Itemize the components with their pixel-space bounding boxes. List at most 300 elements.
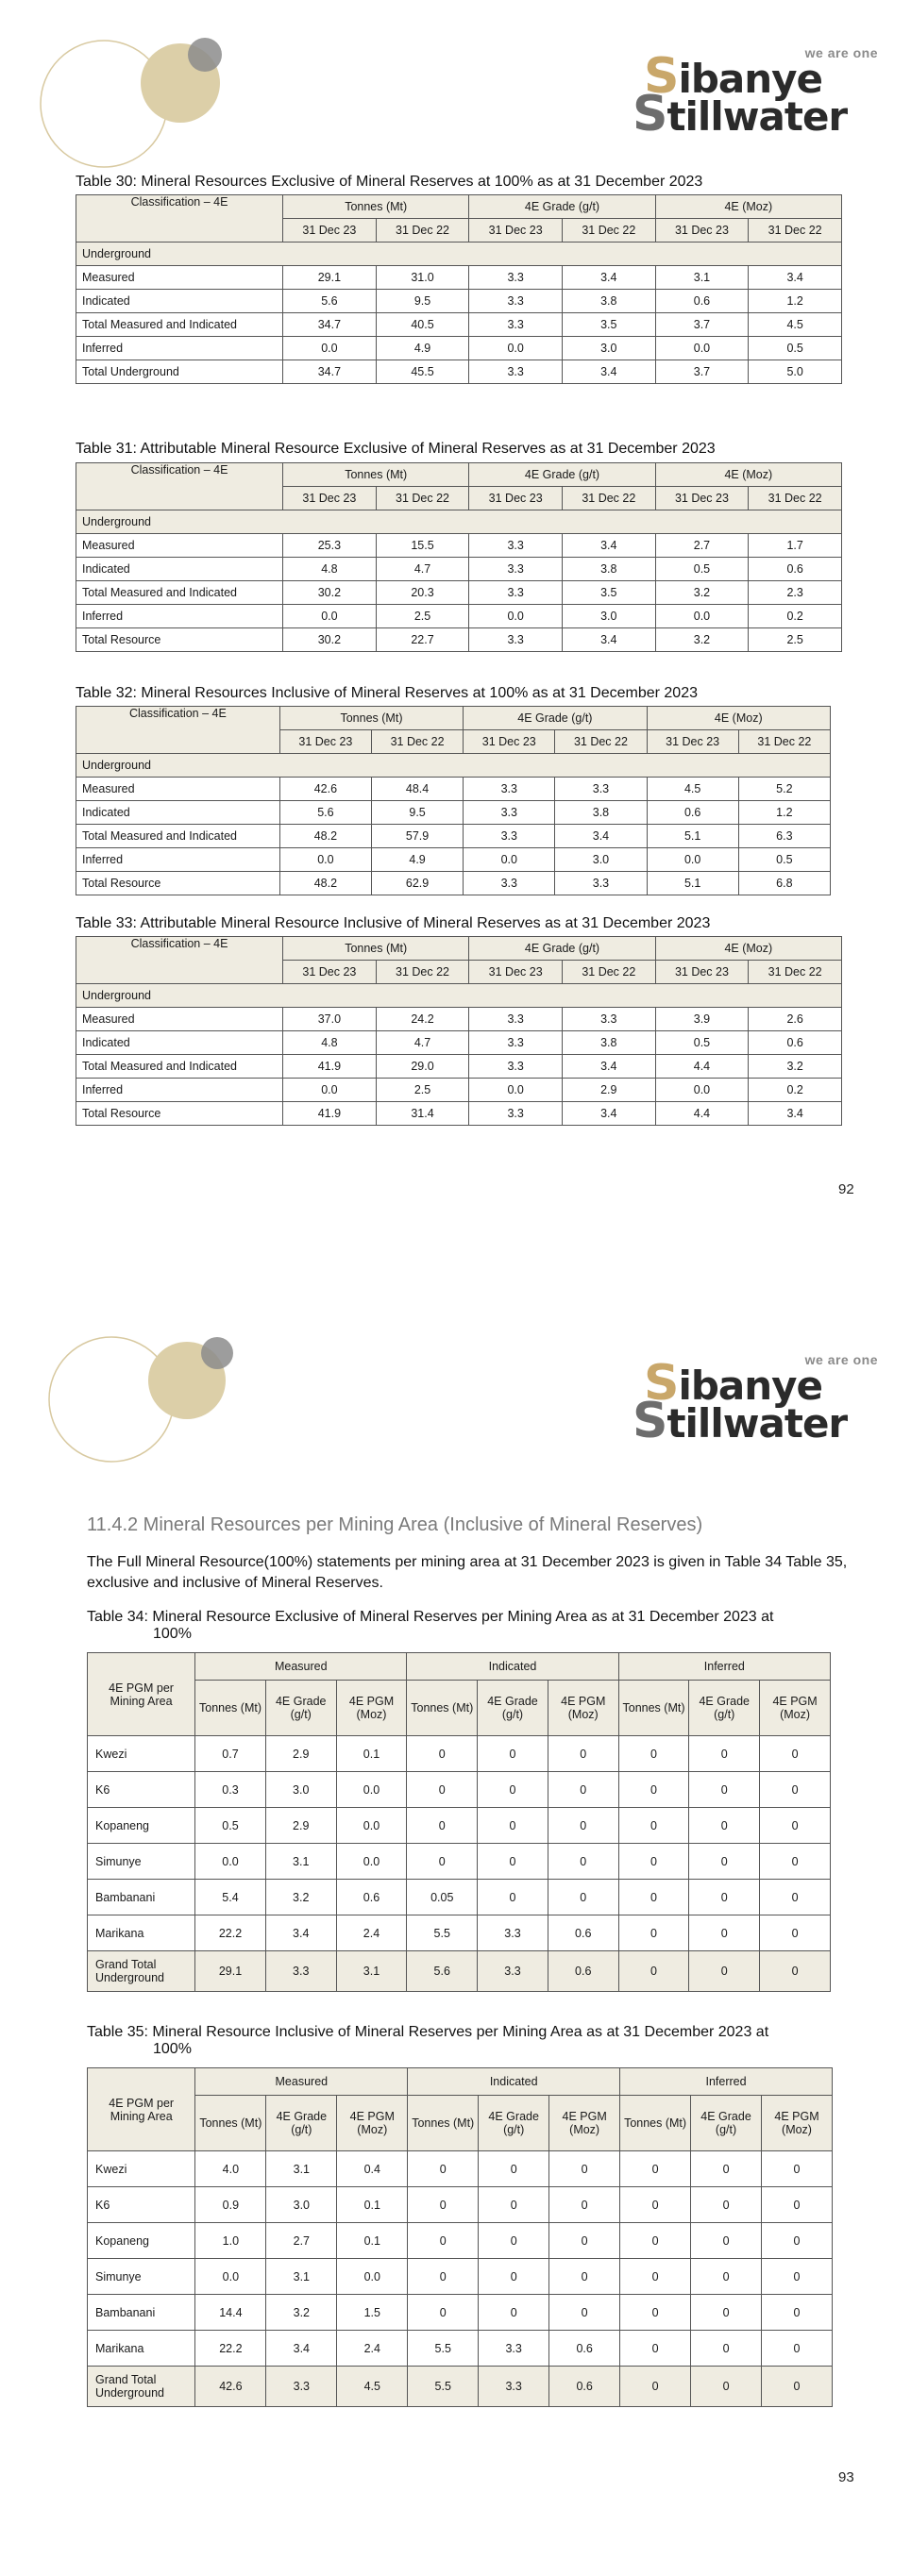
table-cell: 42.6 (279, 778, 371, 801)
table-cell: 3.7 (655, 313, 749, 337)
table-cell: 30.2 (283, 581, 377, 605)
table-cell: 0.1 (337, 2223, 408, 2259)
section-row: Underground (76, 243, 842, 266)
table-cell: 3.5 (562, 313, 655, 337)
table-row (76, 605, 842, 628)
column-subheader: Tonnes (Mt) (618, 1681, 689, 1736)
classification-header: Classification – 4E (76, 937, 283, 984)
table-row (88, 2295, 833, 2331)
column-subheader: Tonnes (Mt) (195, 2096, 266, 2151)
table-cell: 3.3 (469, 1102, 563, 1126)
table-cell: 3.4 (562, 534, 655, 558)
table-cell: 3.3 (478, 1915, 548, 1951)
table-cell: 31.0 (376, 266, 469, 290)
table-cell: 3.3 (469, 1008, 563, 1031)
table-cell: 0.0 (336, 1772, 407, 1808)
table-cell: 62.9 (371, 872, 463, 895)
table-cell: 3.3 (562, 1008, 655, 1031)
table-cell: 0 (689, 1915, 760, 1951)
table-row (88, 2331, 833, 2367)
table-cell: 3.4 (562, 360, 655, 384)
table-cell: 5.6 (279, 801, 371, 825)
table-cell: 3.3 (464, 825, 555, 848)
table-cell: 0.0 (336, 1808, 407, 1844)
table-row (88, 1915, 831, 1951)
table-row (76, 534, 842, 558)
table-row (76, 313, 842, 337)
table-cell: 0 (620, 2331, 691, 2367)
date-subheader: 31 Dec 22 (749, 487, 842, 510)
date-subheader: 31 Dec 22 (376, 487, 469, 510)
column-subheader: 4E PGM (Moz) (336, 1681, 407, 1736)
table-cell: 41.9 (283, 1102, 377, 1126)
table-cell: 3.3 (464, 778, 555, 801)
mining-area-label: Kwezi (88, 1736, 195, 1772)
company-logo (633, 45, 878, 140)
table-cell: 0 (689, 1880, 760, 1915)
table-cell: 0 (618, 1915, 689, 1951)
group-header: 4E Grade (g/t) (464, 707, 647, 730)
table-cell: 0 (408, 2187, 479, 2223)
table-row (76, 872, 831, 895)
table-31-caption: Table 31: Attributable Mineral Resource Exclusive of Mineral Reserves as at 31 December 2023 (76, 441, 716, 457)
section-row: Underground (76, 754, 831, 778)
table-cell: 0 (689, 1844, 760, 1880)
date-subheader: 31 Dec 22 (749, 961, 842, 984)
table-cell: 3.4 (265, 1915, 336, 1951)
date-subheader: 31 Dec 22 (738, 730, 830, 754)
mining-area-label: Simunye (88, 2259, 195, 2295)
table-cell: 4.9 (371, 848, 463, 872)
table-cell: 2.9 (265, 1736, 336, 1772)
table-cell: 0.0 (283, 1079, 377, 1102)
group-header: Tonnes (Mt) (283, 463, 469, 487)
table-cell: 0.2 (749, 605, 842, 628)
table-cell: 6.8 (738, 872, 830, 895)
table-cell: 0 (407, 1736, 478, 1772)
row-label: Total Underground (76, 360, 283, 384)
table-cell: 2.9 (265, 1808, 336, 1844)
table-cell: 0 (760, 1772, 831, 1808)
table-cell: 3.3 (469, 266, 563, 290)
company-logo (633, 1352, 878, 1447)
table-row (88, 2259, 833, 2295)
table-cell: 3.3 (555, 872, 647, 895)
table-cell: 29.1 (195, 1951, 266, 1992)
table-cell: 3.3 (469, 628, 563, 652)
table-cell: 0 (760, 1808, 831, 1844)
table-cell: 1.7 (749, 534, 842, 558)
table-cell: 0.0 (655, 337, 749, 360)
table-cell: 0.0 (469, 1079, 563, 1102)
table-cell: 3.9 (655, 1008, 749, 1031)
date-subheader: 31 Dec 23 (283, 961, 377, 984)
column-subheader: 4E Grade (g/t) (265, 1681, 336, 1736)
section-paragraph: The Full Mineral Resource(100%) statements per mining area at 31 December 2023 is given in Table 34 Table 35, exclusive and inclusive of Mineral Reserves. (87, 1554, 848, 1591)
table-cell: 0 (762, 2331, 833, 2367)
table-cell: 3.8 (555, 801, 647, 825)
table-cell: 0 (549, 2295, 620, 2331)
date-subheader: 31 Dec 23 (647, 730, 738, 754)
table-cell: 0 (618, 1951, 689, 1992)
column-subheader: 4E Grade (g/t) (266, 2096, 337, 2151)
row-label: Indicated (76, 1031, 283, 1055)
table-cell: 0 (408, 2223, 479, 2259)
table-cell: 4.8 (283, 558, 377, 581)
table-cell: 0.5 (749, 337, 842, 360)
group-header: 4E (Moz) (655, 463, 841, 487)
table-cell: 0.5 (195, 1808, 266, 1844)
logo-line-2: Stillwater (633, 86, 848, 142)
date-subheader: 31 Dec 22 (371, 730, 463, 754)
date-subheader: 31 Dec 23 (655, 961, 749, 984)
table-row (76, 1102, 842, 1126)
table-cell: 0 (762, 2187, 833, 2223)
date-subheader: 31 Dec 22 (376, 219, 469, 243)
table-cell: 3.0 (562, 605, 655, 628)
table-cell: 4.8 (283, 1031, 377, 1055)
table-row (88, 1808, 831, 1844)
date-subheader: 31 Dec 22 (562, 219, 655, 243)
table-cell: 3.0 (266, 2187, 337, 2223)
table-cell: 3.4 (562, 266, 655, 290)
table-cell: 0 (618, 1736, 689, 1772)
mining-area-label: Kwezi (88, 2151, 195, 2187)
table-cell: 3.4 (555, 825, 647, 848)
table-cell: 0 (408, 2259, 479, 2295)
row-label: Inferred (76, 848, 280, 872)
table-cell: 3.3 (469, 1031, 563, 1055)
table-cell: 3.1 (655, 266, 749, 290)
table-31 (76, 462, 842, 652)
page-number: 93 (838, 2469, 854, 2485)
table-row (76, 1079, 842, 1102)
table-cell: 5.5 (408, 2331, 479, 2367)
table-cell: 0 (760, 1736, 831, 1772)
table-cell: 22.2 (195, 2331, 266, 2367)
table-cell: 3.3 (479, 2331, 549, 2367)
mining-area-label: Marikana (88, 2331, 195, 2367)
table-cell: 37.0 (283, 1008, 377, 1031)
table-cell: 0 (691, 2259, 762, 2295)
table-cell: 2.7 (266, 2223, 337, 2259)
table-35-caption-line-1: Table 35: Mineral Resource Inclusive of Mineral Reserves per Mining Area as at 31 December 2023 at (87, 2024, 769, 2040)
table-cell: 40.5 (376, 313, 469, 337)
classification-header: Classification – 4E (76, 707, 280, 754)
table-cell: 3.0 (555, 848, 647, 872)
table-30 (76, 194, 842, 384)
row-label: Inferred (76, 605, 283, 628)
mining-area-label: Bambanani (88, 2295, 195, 2331)
grand-total-label: Grand Total Underground (88, 2367, 195, 2407)
date-subheader: 31 Dec 23 (283, 487, 377, 510)
mining-area-label: Bambanani (88, 1880, 195, 1915)
row-label: Indicated (76, 290, 283, 313)
table-cell: 0 (760, 1951, 831, 1992)
row-label: Measured (76, 778, 280, 801)
table-row (76, 801, 831, 825)
table-cell: 0.0 (655, 1079, 749, 1102)
table-row (88, 1772, 831, 1808)
column-subheader: 4E Grade (g/t) (689, 1681, 760, 1736)
table-cell: 0.6 (647, 801, 738, 825)
table-cell: 0 (691, 2367, 762, 2407)
table-cell: 0 (478, 1844, 548, 1880)
table-row (76, 360, 842, 384)
row-label: Measured (76, 534, 283, 558)
table-cell: 0.6 (655, 290, 749, 313)
table-cell: 3.3 (469, 581, 563, 605)
table-cell: 0 (689, 1951, 760, 1992)
column-subheader: 4E PGM (Moz) (760, 1681, 831, 1736)
table-cell: 22.2 (195, 1915, 266, 1951)
table-cell: 0 (762, 2367, 833, 2407)
table-cell: 0 (618, 1772, 689, 1808)
table-cell: 4.0 (195, 2151, 266, 2187)
table-cell: 5.0 (749, 360, 842, 384)
table-cell: 24.2 (376, 1008, 469, 1031)
row-label: Total Measured and Indicated (76, 1055, 283, 1079)
group-header: Measured (195, 2068, 408, 2096)
table-cell: 3.8 (562, 558, 655, 581)
column-subheader: 4E PGM (Moz) (762, 2096, 833, 2151)
table-cell: 0 (689, 1808, 760, 1844)
row-label: Total Measured and Indicated (76, 313, 283, 337)
column-subheader: Tonnes (Mt) (408, 2096, 479, 2151)
table-cell: 0 (689, 1772, 760, 1808)
table-cell: 0 (549, 2259, 620, 2295)
table-cell: 0 (760, 1915, 831, 1951)
table-cell: 0 (479, 2259, 549, 2295)
table-cell: 0 (478, 1880, 548, 1915)
table-cell: 0.5 (655, 1031, 749, 1055)
table-cell: 0.1 (336, 1736, 407, 1772)
table-cell: 3.1 (266, 2151, 337, 2187)
group-header: Measured (195, 1653, 407, 1681)
row-label: Indicated (76, 558, 283, 581)
date-subheader: 31 Dec 23 (283, 219, 377, 243)
table-cell: 15.5 (376, 534, 469, 558)
table-cell: 0.1 (337, 2187, 408, 2223)
table-cell: 48.2 (279, 825, 371, 848)
table-cell: 0 (691, 2295, 762, 2331)
table-cell: 0 (408, 2295, 479, 2331)
column-subheader: 4E Grade (g/t) (691, 2096, 762, 2151)
table-33 (76, 936, 842, 1126)
table-cell: 3.7 (655, 360, 749, 384)
table-34-caption-line-2: 100% (153, 1626, 192, 1642)
table-cell: 4.5 (337, 2367, 408, 2407)
table-cell: 0 (478, 1736, 548, 1772)
date-subheader: 31 Dec 23 (469, 961, 563, 984)
table-cell: 3.4 (562, 1102, 655, 1126)
table-cell: 0 (479, 2223, 549, 2259)
row-label: Total Measured and Indicated (76, 825, 280, 848)
table-cell: 5.4 (195, 1880, 266, 1915)
page-93 (0, 1288, 911, 2576)
column-subheader: 4E Grade (g/t) (478, 1681, 548, 1736)
table-cell: 0 (691, 2331, 762, 2367)
table-cell: 0.6 (548, 1915, 618, 1951)
mining-area-label: Simunye (88, 1844, 195, 1880)
table-cell: 0 (762, 2259, 833, 2295)
table-35-caption (87, 2024, 861, 2058)
table-cell: 0.0 (469, 605, 563, 628)
table-row (76, 848, 831, 872)
table-cell: 3.4 (562, 1055, 655, 1079)
logo-line-1: Sibanye (644, 1355, 823, 1412)
mining-area-label: K6 (88, 2187, 195, 2223)
corner-header: 4E PGM per Mining Area (88, 2068, 195, 2151)
table-35-caption-line-2: 100% (153, 2041, 192, 2057)
table-cell: 2.9 (562, 1079, 655, 1102)
table-cell: 0.6 (749, 1031, 842, 1055)
table-cell: 0.0 (279, 848, 371, 872)
logo-line-2: Stillwater (633, 1393, 848, 1449)
table-cell: 3.2 (655, 581, 749, 605)
group-header: 4E (Moz) (655, 937, 841, 961)
table-cell: 0.0 (464, 848, 555, 872)
date-subheader: 31 Dec 23 (469, 487, 563, 510)
table-32 (76, 706, 831, 895)
group-header: Inferred (618, 1653, 830, 1681)
table-cell: 22.7 (376, 628, 469, 652)
date-subheader: 31 Dec 23 (464, 730, 555, 754)
table-cell: 34.7 (283, 360, 377, 384)
table-cell: 0 (407, 1808, 478, 1844)
row-label: Total Resource (76, 872, 280, 895)
table-cell: 3.4 (562, 628, 655, 652)
date-subheader: 31 Dec 22 (555, 730, 647, 754)
group-header: 4E (Moz) (647, 707, 830, 730)
table-cell: 3.3 (555, 778, 647, 801)
table-cell: 0 (762, 2295, 833, 2331)
table-cell: 4.9 (376, 337, 469, 360)
table-cell: 0 (691, 2151, 762, 2187)
column-subheader: 4E PGM (Moz) (337, 2096, 408, 2151)
table-row (76, 1008, 842, 1031)
table-row (76, 628, 842, 652)
table-cell: 3.1 (266, 2259, 337, 2295)
date-subheader: 31 Dec 22 (376, 961, 469, 984)
table-cell: 2.6 (749, 1008, 842, 1031)
table-cell: 0 (618, 1808, 689, 1844)
column-subheader: 4E PGM (Moz) (548, 1681, 618, 1736)
row-label: Indicated (76, 801, 280, 825)
table-cell: 3.3 (479, 2367, 549, 2407)
group-header: Indicated (407, 1653, 618, 1681)
column-subheader: Tonnes (Mt) (195, 1681, 266, 1736)
table-cell: 0 (479, 2295, 549, 2331)
table-cell: 0.6 (749, 558, 842, 581)
table-cell: 0.0 (195, 2259, 266, 2295)
table-cell: 41.9 (283, 1055, 377, 1079)
table-cell: 0 (691, 2187, 762, 2223)
table-cell: 4.5 (749, 313, 842, 337)
table-cell: 3.1 (336, 1951, 407, 1992)
table-row (88, 2223, 833, 2259)
table-cell: 3.2 (655, 628, 749, 652)
row-label: Total Resource (76, 628, 283, 652)
row-label: Measured (76, 266, 283, 290)
column-subheader: 4E Grade (g/t) (479, 2096, 549, 2151)
table-cell: 0 (407, 1772, 478, 1808)
table-cell: 0 (548, 1880, 618, 1915)
table-cell: 0 (689, 1736, 760, 1772)
table-cell: 4.4 (655, 1055, 749, 1079)
table-cell: 1.0 (195, 2223, 266, 2259)
group-header: 4E Grade (g/t) (469, 463, 655, 487)
table-cell: 0 (620, 2259, 691, 2295)
date-subheader: 31 Dec 22 (562, 487, 655, 510)
table-cell: 2.5 (749, 628, 842, 652)
table-cell: 1.2 (738, 801, 830, 825)
table-cell: 4.5 (647, 778, 738, 801)
table-cell: 0 (762, 2223, 833, 2259)
table-row (76, 1055, 842, 1079)
table-cell: 0.0 (469, 337, 563, 360)
table-cell: 14.4 (195, 2295, 266, 2331)
table-cell: 2.4 (336, 1915, 407, 1951)
table-cell: 2.5 (376, 605, 469, 628)
corner-header: 4E PGM per Mining Area (88, 1653, 195, 1736)
mining-area-label: Kopaneng (88, 1808, 195, 1844)
table-cell: 29.1 (283, 266, 377, 290)
table-cell: 3.3 (469, 360, 563, 384)
table-cell: 3.2 (749, 1055, 842, 1079)
date-subheader: 31 Dec 23 (655, 487, 749, 510)
table-cell: 0 (549, 2151, 620, 2187)
table-row (76, 337, 842, 360)
table-cell: 0 (620, 2367, 691, 2407)
table-cell: 3.2 (266, 2295, 337, 2331)
table-cell: 3.8 (562, 1031, 655, 1055)
table-cell: 0.05 (407, 1880, 478, 1915)
group-header: 4E Grade (g/t) (469, 937, 655, 961)
table-cell: 5.2 (738, 778, 830, 801)
table-cell: 0 (479, 2151, 549, 2187)
table-cell: 0.0 (655, 605, 749, 628)
table-cell: 4.7 (376, 1031, 469, 1055)
table-cell: 3.3 (469, 313, 563, 337)
decorative-circles-icon (36, 36, 234, 177)
table-cell: 0.7 (195, 1736, 266, 1772)
table-row (88, 1844, 831, 1880)
table-cell: 5.5 (408, 2367, 479, 2407)
logo-line-1: Sibanye (644, 48, 823, 105)
column-subheader: 4E PGM (Moz) (549, 2096, 620, 2151)
table-row (88, 2187, 833, 2223)
table-cell: 4.7 (376, 558, 469, 581)
decorative-circles-icon (45, 1333, 244, 1475)
table-cell: 0 (548, 1844, 618, 1880)
table-row (76, 778, 831, 801)
table-cell: 3.3 (464, 801, 555, 825)
table-cell: 48.2 (279, 872, 371, 895)
table-cell: 3.2 (265, 1880, 336, 1915)
table-row (88, 1736, 831, 1772)
table-cell: 0 (407, 1844, 478, 1880)
table-30-caption: Table 30: Mineral Resources Exclusive of Mineral Reserves at 100% as at 31 December 2023 (76, 174, 703, 190)
table-cell: 0 (762, 2151, 833, 2187)
logo-tagline: we are one (804, 1352, 878, 1367)
table-cell: 3.4 (266, 2331, 337, 2367)
table-34-caption (87, 1609, 861, 1643)
table-cell: 5.1 (647, 872, 738, 895)
table-34 (87, 1652, 831, 1992)
table-cell: 2.5 (376, 1079, 469, 1102)
table-35 (87, 2067, 833, 2407)
